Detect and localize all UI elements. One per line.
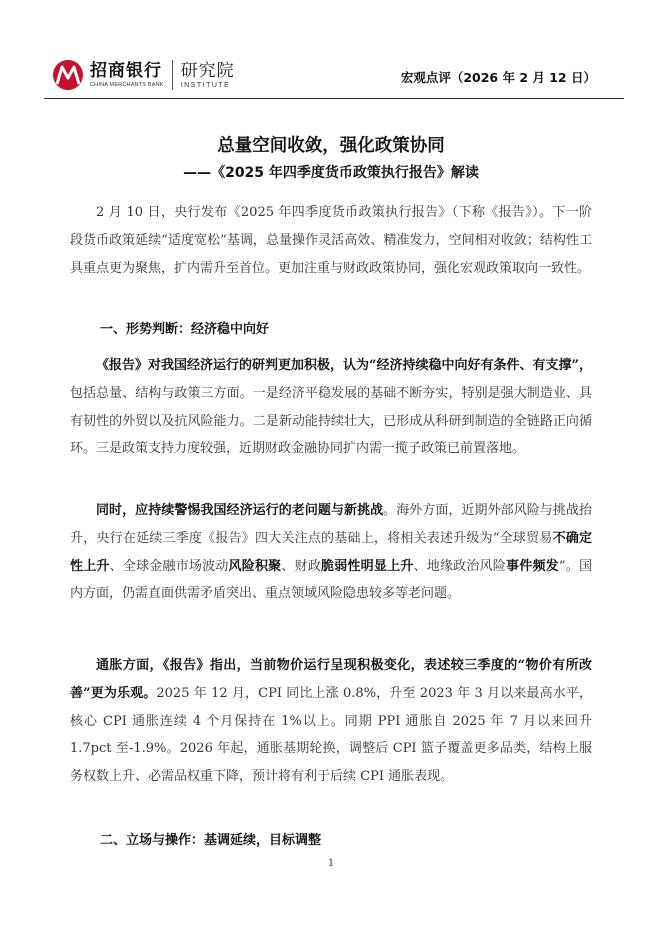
bold-text: 通胀方面，《报告》指出，当前物价运行呈现积极变化，表述较三季度的“物价有所改善”更为乐观。 [70, 658, 592, 701]
bold-text: 风险积聚 [228, 558, 282, 574]
body-text: ”。国内方面，仍需直面供需矛盾突出、重点领域风险隐患较多等老问题。 [70, 558, 592, 602]
header-divider [44, 98, 624, 99]
body-text: 、财政 [281, 558, 322, 574]
cmb-logo-icon [52, 59, 84, 91]
body-text: 包括总量、结构与政策三方面。一是经济平稳发展的基础不断夯实，特别是强大制造业、具有韧性的外贸以及抗风险能力。二是新动能持续壮大，已形成从科研到制造的全链路正向循环。三是政策支持力度较强，近期财政金融协同扩内需一揽子政策已前置落地。 [70, 385, 592, 457]
body-text: 。海外方面，近期外部风险与挑战抬升，央行在延续三季度《报告》四大关注点的基础上，将相关表述升级为“全球贸易 [70, 503, 592, 546]
body-text: 、全球金融市场波动 [109, 558, 229, 574]
bold-text: 同时，应持续警惕我国经济运行的老问题与新挑战 [96, 503, 384, 518]
bold-text: 事件频发 [506, 558, 559, 574]
page-number: 1 [327, 858, 335, 869]
paragraph-inflation [70, 652, 592, 791]
institute-name-cn: 研究院 [180, 60, 235, 81]
bold-text: 不确定性上升 [70, 530, 592, 574]
page-header [0, 0, 662, 100]
body-text: 2025 年 12 月，CPI 同比上涨 0.8%，升至 2023 年 3 月以来最高水平，核心 CPI 通胀连续 4 个月保持在 1%以上。同期 PPI 通胀自 2025 年 7 月以来回升 1.7pct 至-1.9%。2026 年起，通胀基期轮换，调整后 CPI 篮子覆盖更多品类，结构上服务权数上升、必需品权重下降，预计将有利于后续 CPI 通胀表现。 [70, 685, 592, 785]
paragraph-risks [70, 497, 592, 608]
paragraph-outlook [70, 352, 592, 463]
bold-text: 《报告》对我国经济运行的研判更加积极，认为“经济持续稳中向好有条件、有支撑”， [96, 358, 592, 373]
report-title: 总量空间收敛，强化政策协同 [217, 136, 445, 156]
intro-paragraph: 2 月 10 日，央行发布《2025 年四季度货币政策执行报告》（下称《报告》）。下一阶段货币政策延续“适度宽松”基调，总量操作灵活高效、精准发力，空间相对收敛；结构性工具重点更为聚焦，扩内需升至首位。更加注重与财政政策协同，强化宏观政策取向一致性。 [70, 205, 592, 276]
section-heading-1: 一、形势判断：经济稳中向好 [100, 322, 270, 337]
bank-name-en: CHINA MERCHANTS BANK [90, 82, 164, 88]
bold-text: 脆弱性明显上升 [321, 558, 414, 574]
logo-divider [172, 60, 173, 90]
report-subtitle: ——《2025 年四季度货币政策执行报告》解读 [183, 165, 479, 181]
document-type-date: 宏观点评（2026 年 2 月 12 日） [400, 70, 596, 85]
bank-name-cn: 招商银行 [90, 61, 162, 81]
body-text: 、地缘政治风险 [413, 558, 507, 574]
cmb-institute-logo [52, 56, 235, 94]
section-heading-2: 二、立场与操作：基调延续，目标调整 [100, 833, 322, 848]
institute-name-en: INSTITUTE [180, 81, 231, 89]
